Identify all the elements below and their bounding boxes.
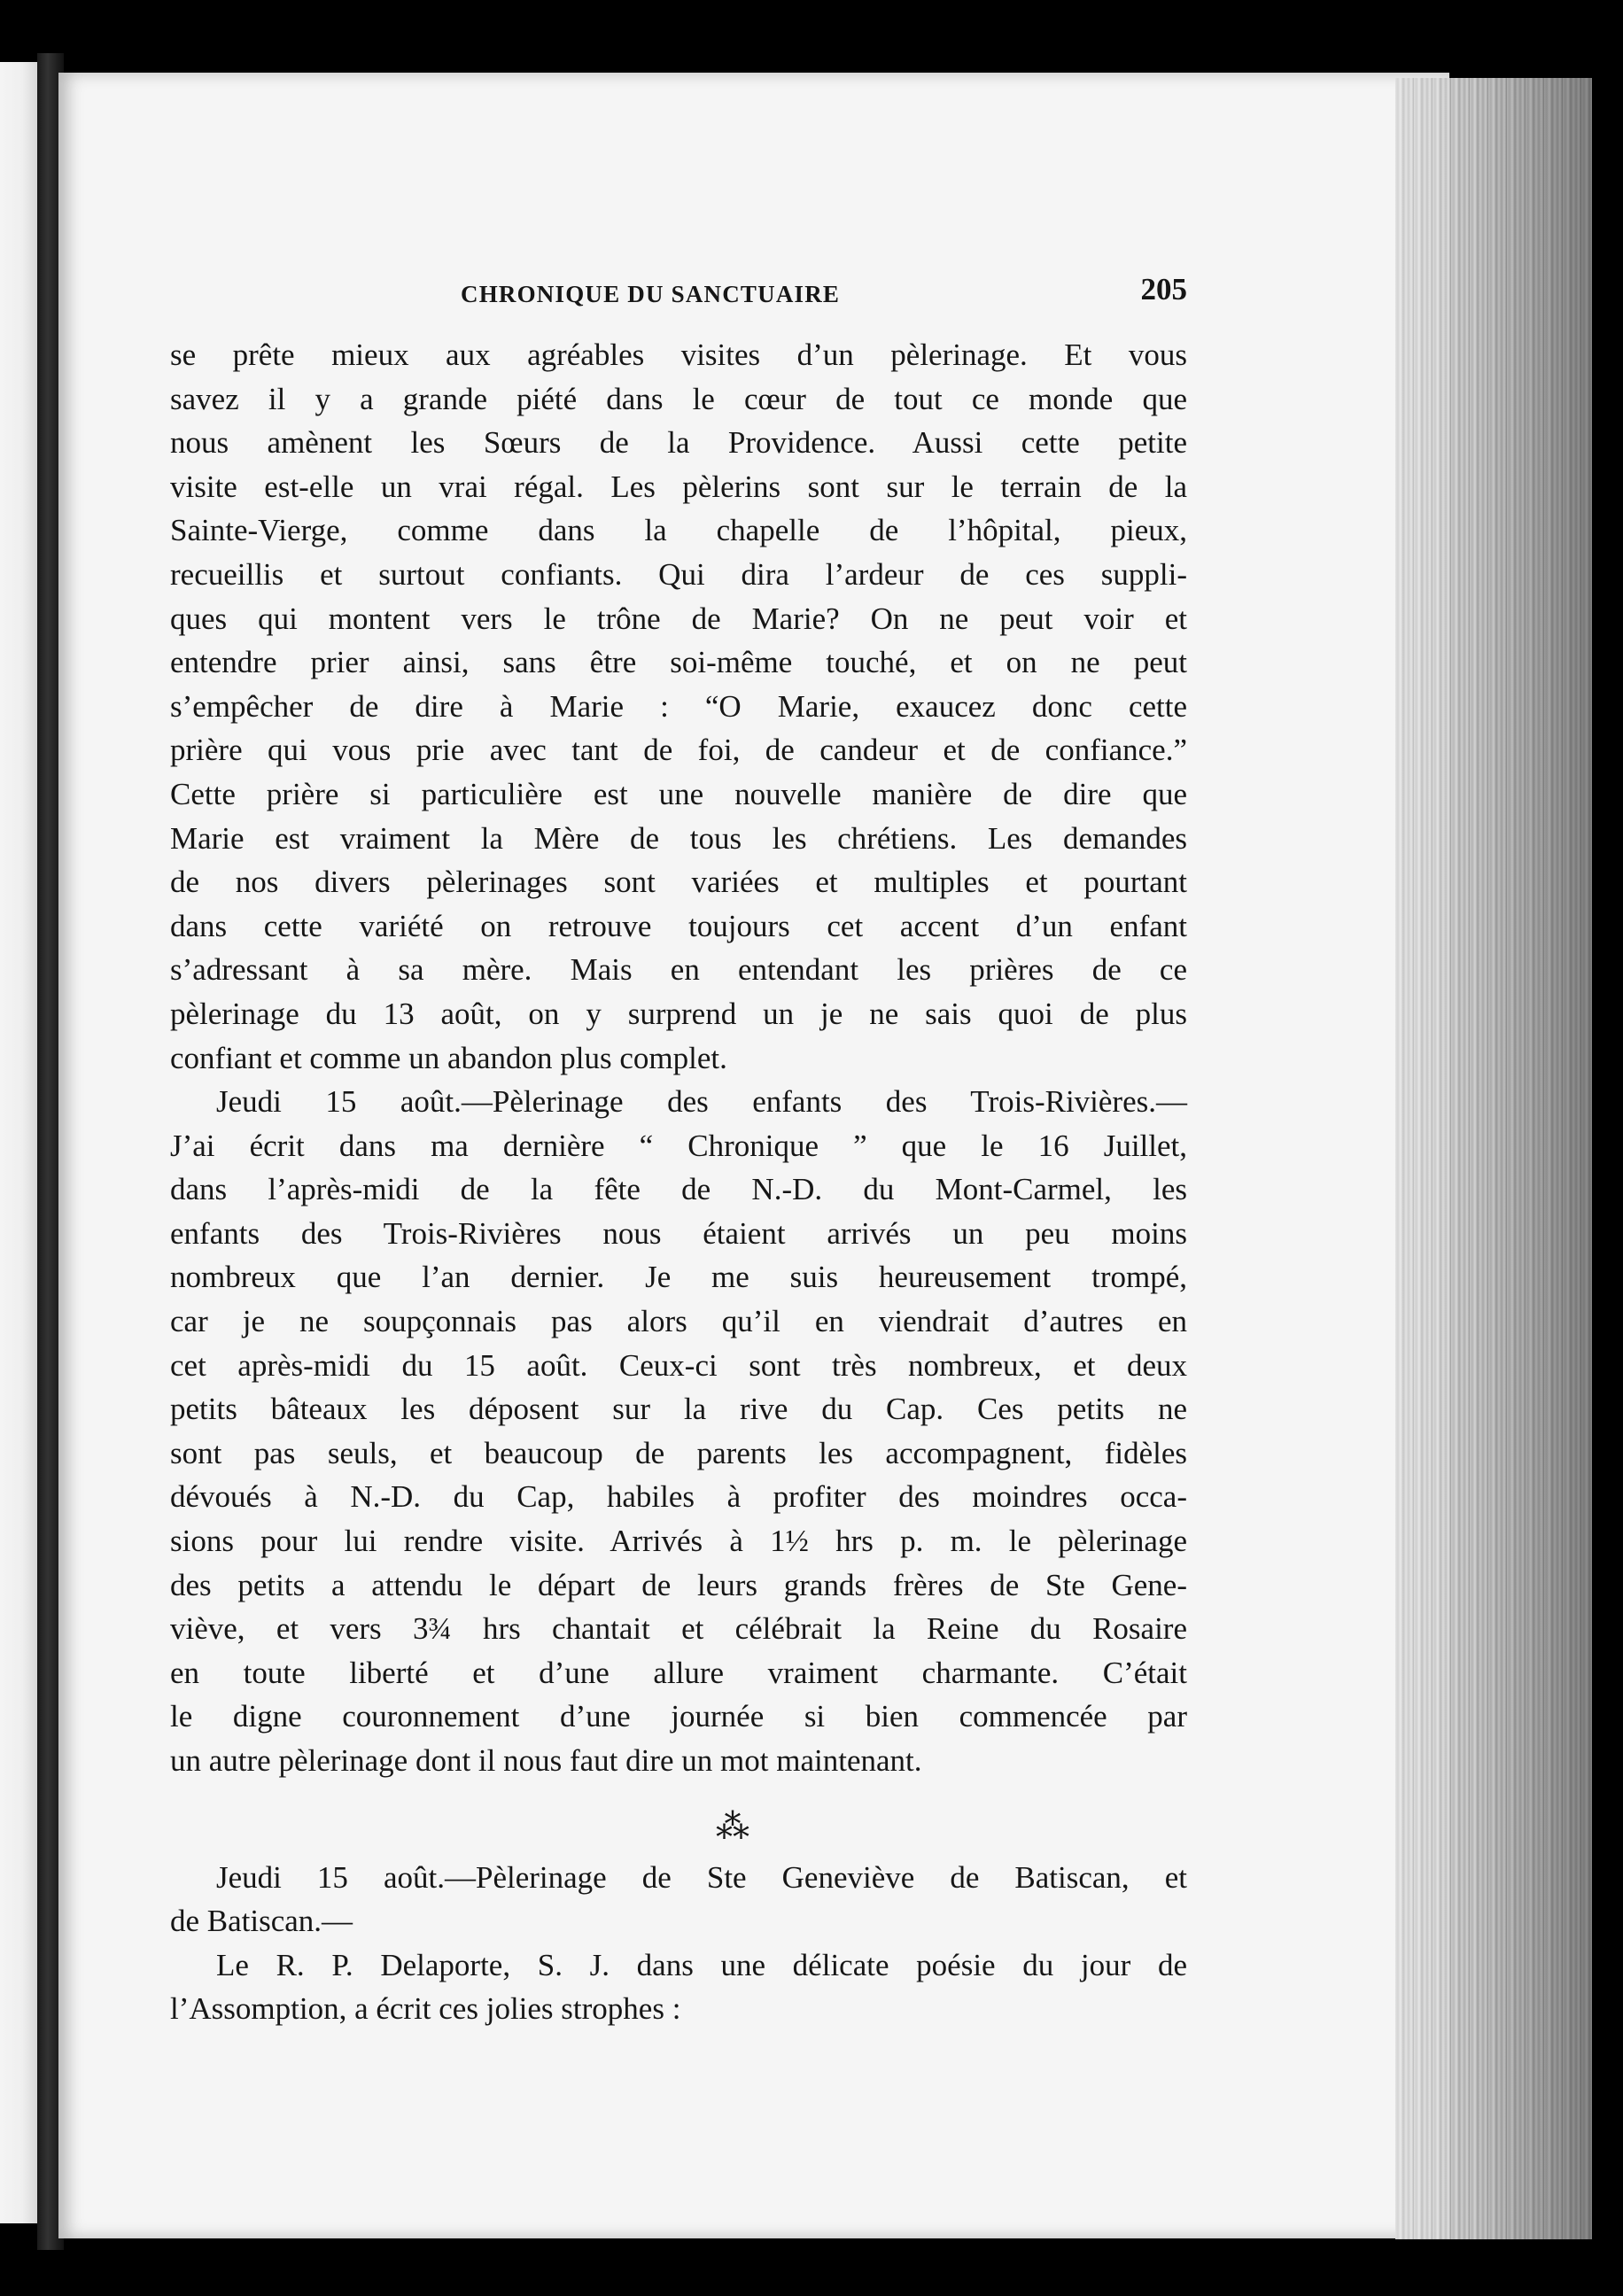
text-line: de Batiscan.— xyxy=(170,1904,353,1939)
text-line: Marie est vraiment la Mère de tous les chrétiens. Les demandes xyxy=(170,820,1187,856)
page-number: 205 xyxy=(1140,272,1187,306)
text-line: Le R. P. Delaporte, S. J. dans une délicate poésie du jour de xyxy=(216,1947,1187,1982)
text-line: enfants des Trois-Rivières nous étaient arrivés un peu moins xyxy=(170,1215,1187,1251)
running-head xyxy=(170,268,1187,321)
text-line: recueillis et surtout confiants. Qui dira l’ardeur de ces suppli- xyxy=(170,556,1187,592)
running-title: CHRONIQUE DU SANCTUAIRE xyxy=(461,281,841,307)
text-line: des petits a attendu le départ de leurs grands frères de Ste Gene- xyxy=(170,1567,1187,1602)
text-line: prière qui vous prie avec tant de foi, de candeur et de confiance.” xyxy=(170,733,1187,768)
text-line: l’Assomption, a écrit ces jolies strophes : xyxy=(170,1991,681,2027)
text-line: savez il y a grande piété dans le cœur de tout ce monde que xyxy=(170,381,1187,416)
text-line: nombreux que l’an dernier. Je me suis heureusement trompé, xyxy=(170,1260,1187,1295)
paragraph xyxy=(170,333,1187,1080)
paragraph xyxy=(170,1943,1187,2031)
text-line: dans l’après-midi de la fête de N.-D. du Mont-Carmel, les xyxy=(170,1172,1187,1207)
text-line: en toute liberté et d’une allure vraiment charmante. C’était xyxy=(170,1655,1187,1690)
text-line: le digne couronnement d’une journée si bien commencée par xyxy=(170,1699,1187,1734)
text-line: confiant et comme un abandon plus complet. xyxy=(170,1040,727,1075)
text-line: dans cette variété on retrouve toujours cet accent d’un enfant xyxy=(170,908,1187,943)
page-text-block xyxy=(170,268,1187,2031)
text-line: sont pas seuls, et beaucoup de parents les accompagnent, fidèles xyxy=(170,1435,1187,1470)
text-line: ques qui montent vers le trône de Marie? On ne peut voir et xyxy=(170,601,1187,636)
text-line: s’adressant à sa mère. Mais en entendant les prières de ce xyxy=(170,952,1187,988)
text-line: entendre prier ainsi, sans être soi-même touché, et on ne peut xyxy=(170,645,1187,680)
text-line: de nos divers pèlerinages sont variées et multiples et pourtant xyxy=(170,865,1187,900)
text-line: un autre pèlerinage dont il nous faut dire un mot maintenant. xyxy=(170,1743,922,1778)
text-line: pèlerinage du 13 août, on y surprend un je ne sais quoi de plus xyxy=(170,996,1187,1031)
text-line: cet après-midi du 15 août. Ceux-ci sont très nombreux, et deux xyxy=(170,1347,1187,1383)
text-line: dévoués à N.-D. du Cap, habiles à profiter des moindres occa- xyxy=(170,1479,1187,1515)
text-line: viève, et vers 3¾ hrs chantait et célébrait la Reine du Rosaire xyxy=(170,1611,1187,1647)
text-line: nous amènent les Sœurs de la Providence. Aussi cette petite xyxy=(170,425,1187,461)
text-line: Cette prière si particulière est une nouvelle manière de dire que xyxy=(170,776,1187,811)
text-line: Jeudi 15 août.—Pèlerinage des enfants des Trois-Rivières.— xyxy=(216,1084,1187,1120)
paragraph xyxy=(170,1856,1187,1943)
text-line: sions pour lui rendre visite. Arrivés à 1½ hrs p. m. le pèlerinage xyxy=(170,1524,1187,1559)
text-line: visite est-elle un vrai régal. Les pèlerins sont sur le terrain de la xyxy=(170,469,1187,504)
text-line: s’empêcher de dire à Marie : “O Marie, exaucez donc cette xyxy=(170,688,1187,724)
text-line: Sainte-Vierge, comme dans la chapelle de l’hôpital, pieux, xyxy=(170,513,1187,548)
text-line: car je ne soupçonnais pas alors qu’il en viendrait d’autres en xyxy=(170,1304,1187,1339)
text-line: J’ai écrit dans ma dernière “ Chronique ” que le 16 Juillet, xyxy=(170,1128,1187,1163)
paragraph xyxy=(170,1080,1187,1783)
text-line: petits bâteaux les déposent sur la rive du Cap. Ces petits ne xyxy=(170,1392,1187,1427)
text-line: se prête mieux aux agréables visites d’un pèlerinage. Et vous xyxy=(170,337,1187,372)
previous-page-edge xyxy=(0,62,37,2223)
section-asterism: ⁂ xyxy=(716,1808,748,1846)
text-line: Jeudi 15 août.—Pèlerinage de Ste Geneviève de Batiscan, et xyxy=(216,1859,1187,1895)
page-stack-shading xyxy=(1395,78,1592,2239)
body-text xyxy=(170,333,1187,2031)
